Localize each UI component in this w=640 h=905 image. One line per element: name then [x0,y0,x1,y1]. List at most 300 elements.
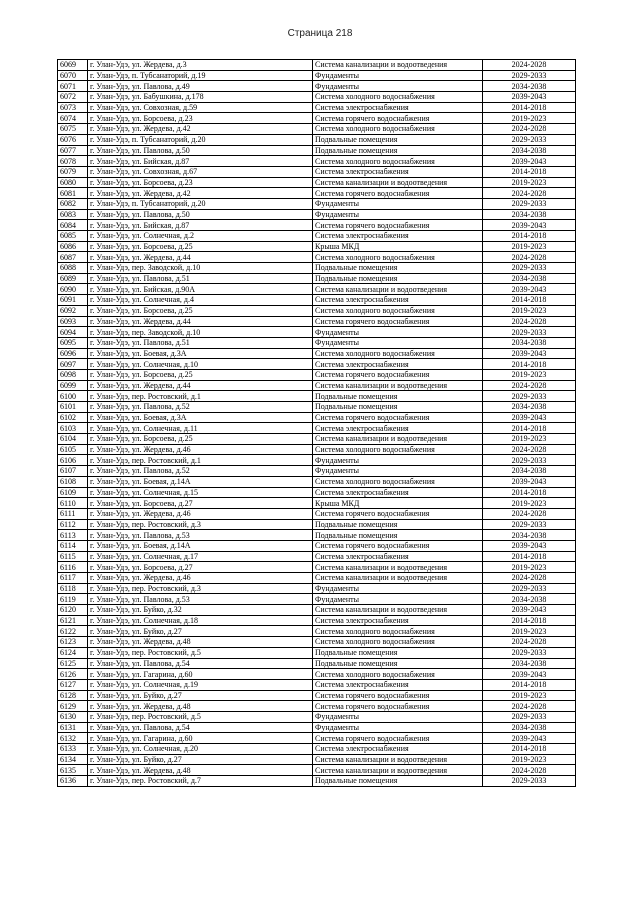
address-cell: г. Улан-Удэ, п. Тубсанаторий, д.20 [88,134,313,145]
table-row [58,530,576,541]
system-cell: Фундаменты [313,70,483,81]
address-cell: г. Улан-Удэ, ул. Боевая, д.3А [88,412,313,423]
system-cell: Фундаменты [313,455,483,466]
row-number-cell: 6078 [58,156,88,167]
table-row [58,573,576,584]
system-cell: Система электроснабжения [313,744,483,755]
row-number-cell: 6070 [58,70,88,81]
row-number-cell: 6129 [58,701,88,712]
address-cell: г. Улан-Удэ, ул. Борсоева, д.23 [88,177,313,188]
table-row [58,70,576,81]
row-number-cell: 6081 [58,188,88,199]
address-cell: г. Улан-Удэ, пер. Ростовский, д.3 [88,519,313,530]
address-cell: г. Улан-Удэ, ул. Борсоева, д.25 [88,241,313,252]
table-row [58,145,576,156]
table-row [58,380,576,391]
row-number-cell: 6069 [58,60,88,71]
system-cell: Система холодного водоснабжения [313,124,483,135]
period-cell: 2019-2023 [483,241,576,252]
system-cell: Система холодного водоснабжения [313,156,483,167]
table-row [58,744,576,755]
row-number-cell: 6103 [58,423,88,434]
table-row [58,391,576,402]
row-number-cell: 6105 [58,444,88,455]
period-cell: 2024-2028 [483,380,576,391]
system-cell: Подвальные помещения [313,647,483,658]
address-cell: г. Улан-Удэ, ул. Буйко, д.27 [88,690,313,701]
row-number-cell: 6089 [58,273,88,284]
system-cell: Фундаменты [313,711,483,722]
row-number-cell: 6122 [58,626,88,637]
table-row [58,156,576,167]
period-cell: 2034-2038 [483,658,576,669]
address-cell: г. Улан-Удэ, ул. Павлова, д.50 [88,209,313,220]
system-cell: Система холодного водоснабжения [313,252,483,263]
system-cell: Система электроснабжения [313,359,483,370]
system-cell: Система холодного водоснабжения [313,626,483,637]
period-cell: 2039-2043 [483,733,576,744]
table-row [58,711,576,722]
period-cell: 2019-2023 [483,369,576,380]
table-row [58,679,576,690]
system-cell: Подвальные помещения [313,273,483,284]
row-number-cell: 6120 [58,605,88,616]
table-row [58,209,576,220]
address-cell: г. Улан-Удэ, ул. Буйко, д.32 [88,605,313,616]
period-cell: 2039-2043 [483,540,576,551]
table-row [58,476,576,487]
system-cell: Система канализации и водоотведения [313,765,483,776]
row-number-cell: 6114 [58,540,88,551]
row-number-cell: 6072 [58,92,88,103]
row-number-cell: 6118 [58,583,88,594]
row-number-cell: 6104 [58,434,88,445]
system-cell: Система горячего водоснабжения [313,540,483,551]
address-cell: г. Улан-Удэ, пер. Ростовский, д.1 [88,455,313,466]
table-row [58,337,576,348]
row-number-cell: 6134 [58,754,88,765]
table-row [58,124,576,135]
period-cell: 2024-2028 [483,252,576,263]
period-cell: 2039-2043 [483,284,576,295]
table-row [58,754,576,765]
period-cell: 2034-2038 [483,722,576,733]
table-row [58,487,576,498]
address-cell: г. Улан-Удэ, ул. Жердева, д.44 [88,252,313,263]
address-cell: г. Улан-Удэ, ул. Павлова, д.53 [88,530,313,541]
period-cell: 2039-2043 [483,348,576,359]
table-row [58,765,576,776]
table-row [58,359,576,370]
system-cell: Фундаменты [313,594,483,605]
system-cell: Система электроснабжения [313,423,483,434]
address-cell: г. Улан-Удэ, ул. Павлова, д.49 [88,81,313,92]
address-cell: г. Улан-Удэ, ул. Гагарина, д.60 [88,733,313,744]
row-number-cell: 6131 [58,722,88,733]
row-number-cell: 6121 [58,615,88,626]
system-cell: Система канализации и водоотведения [313,605,483,616]
table-row [58,252,576,263]
page-number-header: Страница 218 [287,28,353,39]
row-number-cell: 6083 [58,209,88,220]
period-cell: 2014-2018 [483,551,576,562]
system-cell: Крыша МКД [313,241,483,252]
period-cell: 2034-2038 [483,337,576,348]
system-cell: Система электроснабжения [313,295,483,306]
table-row [58,231,576,242]
period-cell: 2019-2023 [483,177,576,188]
system-cell: Система канализации и водоотведения [313,562,483,573]
system-cell: Система горячего водоснабжения [313,508,483,519]
table-row [58,295,576,306]
row-number-cell: 6111 [58,508,88,519]
row-number-cell: 6136 [58,776,88,787]
period-cell: 2024-2028 [483,573,576,584]
row-number-cell: 6094 [58,327,88,338]
table-row [58,551,576,562]
system-cell: Система горячего водоснабжения [313,113,483,124]
row-number-cell: 6115 [58,551,88,562]
row-number-cell: 6133 [58,744,88,755]
address-cell: г. Улан-Удэ, пер. Ростовский, д.1 [88,391,313,402]
system-cell: Система горячего водоснабжения [313,220,483,231]
system-cell: Система горячего водоснабжения [313,701,483,712]
table-row [58,412,576,423]
address-cell: г. Улан-Удэ, пер. Ростовский, д.5 [88,711,313,722]
period-cell: 2039-2043 [483,220,576,231]
period-cell: 2034-2038 [483,81,576,92]
system-cell: Система горячего водоснабжения [313,690,483,701]
table-row [58,701,576,712]
row-number-cell: 6077 [58,145,88,156]
row-number-cell: 6112 [58,519,88,530]
row-number-cell: 6092 [58,305,88,316]
table-row [58,273,576,284]
address-cell: г. Улан-Удэ, ул. Борсоева, д.27 [88,562,313,573]
address-cell: г. Улан-Удэ, ул. Бийская, д.87 [88,220,313,231]
period-cell: 2029-2033 [483,519,576,530]
table-row [58,455,576,466]
address-cell: г. Улан-Удэ, ул. Жердева, д.48 [88,637,313,648]
system-cell: Система холодного водоснабжения [313,476,483,487]
row-number-cell: 6075 [58,124,88,135]
system-cell: Система горячего водоснабжения [313,188,483,199]
address-cell: г. Улан-Удэ, ул. Павлова, д.52 [88,402,313,413]
row-number-cell: 6071 [58,81,88,92]
row-number-cell: 6128 [58,690,88,701]
row-number-cell: 6086 [58,241,88,252]
system-cell: Система холодного водоснабжения [313,92,483,103]
period-cell: 2019-2023 [483,626,576,637]
row-number-cell: 6074 [58,113,88,124]
table-row [58,177,576,188]
table-row [58,669,576,680]
table-row [58,466,576,477]
address-cell: г. Улан-Удэ, ул. Борсоева, д.25 [88,369,313,380]
row-number-cell: 6124 [58,647,88,658]
period-cell: 2034-2038 [483,466,576,477]
system-cell: Система горячего водоснабжения [313,733,483,744]
period-cell: 2019-2023 [483,113,576,124]
row-number-cell: 6093 [58,316,88,327]
system-cell: Система канализации и водоотведения [313,434,483,445]
table-row [58,434,576,445]
table-row [58,198,576,209]
period-cell: 2029-2033 [483,711,576,722]
address-cell: г. Улан-Удэ, ул. Жердева, д.3 [88,60,313,71]
address-cell: г. Улан-Удэ, ул. Жердева, д.42 [88,188,313,199]
address-cell: г. Улан-Удэ, ул. Жердева, д.46 [88,508,313,519]
row-number-cell: 6098 [58,369,88,380]
address-cell: г. Улан-Удэ, п. Тубсанаторий, д.19 [88,70,313,81]
row-number-cell: 6127 [58,679,88,690]
address-cell: г. Улан-Удэ, ул. Буйко, д.27 [88,754,313,765]
address-cell: г. Улан-Удэ, пер. Заводской, д.10 [88,327,313,338]
system-cell: Подвальные помещения [313,263,483,274]
address-cell: г. Улан-Удэ, ул. Жердева, д.44 [88,380,313,391]
row-number-cell: 6082 [58,198,88,209]
address-cell: г. Улан-Удэ, ул. Солнечная, д.4 [88,295,313,306]
row-number-cell: 6076 [58,134,88,145]
system-cell: Подвальные помещения [313,391,483,402]
table-row [58,113,576,124]
system-cell: Система холодного водоснабжения [313,444,483,455]
system-cell: Система электроснабжения [313,166,483,177]
system-cell: Подвальные помещения [313,402,483,413]
table-row [58,658,576,669]
row-number-cell: 6087 [58,252,88,263]
address-cell: г. Улан-Удэ, ул. Боевая, д.14А [88,476,313,487]
table-row [58,305,576,316]
row-number-cell: 6126 [58,669,88,680]
period-cell: 2019-2023 [483,434,576,445]
address-cell: г. Улан-Удэ, ул. Павлова, д.52 [88,466,313,477]
period-cell: 2014-2018 [483,423,576,434]
address-cell: г. Улан-Удэ, ул. Гагарина, д.60 [88,669,313,680]
table-row [58,369,576,380]
system-cell: Подвальные помещения [313,776,483,787]
address-cell: г. Улан-Удэ, ул. Совхозная, д.59 [88,102,313,113]
address-cell: г. Улан-Удэ, ул. Павлова, д.51 [88,273,313,284]
address-cell: г. Улан-Удэ, ул. Борсоева, д.25 [88,434,313,445]
period-cell: 2039-2043 [483,92,576,103]
system-cell: Подвальные помещения [313,145,483,156]
system-cell: Фундаменты [313,337,483,348]
address-cell: г. Улан-Удэ, ул. Бийская, д.87 [88,156,313,167]
address-cell: г. Улан-Удэ, ул. Павлова, д.51 [88,337,313,348]
system-cell: Система канализации и водоотведения [313,754,483,765]
period-cell: 2034-2038 [483,145,576,156]
period-cell: 2024-2028 [483,444,576,455]
period-cell: 2024-2028 [483,701,576,712]
row-number-cell: 6080 [58,177,88,188]
period-cell: 2024-2028 [483,637,576,648]
period-cell: 2034-2038 [483,273,576,284]
table-row [58,540,576,551]
system-cell: Фундаменты [313,81,483,92]
address-cell: г. Улан-Удэ, ул. Борсоева, д.27 [88,498,313,509]
row-number-cell: 6100 [58,391,88,402]
table-row [58,316,576,327]
period-cell: 2014-2018 [483,102,576,113]
table-row [58,134,576,145]
system-cell: Система электроснабжения [313,615,483,626]
system-cell: Система канализации и водоотведения [313,380,483,391]
system-cell: Система горячего водоснабжения [313,412,483,423]
row-number-cell: 6085 [58,231,88,242]
row-number-cell: 6123 [58,637,88,648]
address-cell: г. Улан-Удэ, ул. Совхозная, д.67 [88,166,313,177]
address-cell: г. Улан-Удэ, ул. Жердева, д.44 [88,316,313,327]
period-cell: 2024-2028 [483,316,576,327]
period-cell: 2019-2023 [483,305,576,316]
system-cell: Подвальные помещения [313,519,483,530]
system-cell: Фундаменты [313,209,483,220]
address-cell: г. Улан-Удэ, ул. Жердева, д.46 [88,573,313,584]
period-cell: 2034-2038 [483,209,576,220]
table-row [58,562,576,573]
period-cell: 2029-2033 [483,776,576,787]
period-cell: 2029-2033 [483,391,576,402]
table-row [58,776,576,787]
system-cell: Фундаменты [313,327,483,338]
period-cell: 2029-2033 [483,198,576,209]
system-cell: Система электроснабжения [313,551,483,562]
table-row [58,81,576,92]
system-cell: Фундаменты [313,722,483,733]
system-cell: Система электроснабжения [313,487,483,498]
row-number-cell: 6096 [58,348,88,359]
table-row [58,444,576,455]
row-number-cell: 6117 [58,573,88,584]
period-cell: 2014-2018 [483,231,576,242]
registry-table [57,59,576,787]
row-number-cell: 6091 [58,295,88,306]
address-cell: г. Улан-Удэ, ул. Боевая, д.14А [88,540,313,551]
row-number-cell: 6073 [58,102,88,113]
address-cell: г. Улан-Удэ, ул. Борсоева, д.23 [88,113,313,124]
period-cell: 2029-2033 [483,327,576,338]
period-cell: 2029-2033 [483,134,576,145]
table-row [58,583,576,594]
address-cell: г. Улан-Удэ, ул. Солнечная, д.11 [88,423,313,434]
system-cell: Система холодного водоснабжения [313,348,483,359]
period-cell: 2014-2018 [483,679,576,690]
table-row [58,188,576,199]
address-cell: г. Улан-Удэ, пер. Ростовский, д.7 [88,776,313,787]
period-cell: 2024-2028 [483,765,576,776]
address-cell: г. Улан-Удэ, ул. Бабушкина, д.178 [88,92,313,103]
period-cell: 2019-2023 [483,754,576,765]
system-cell: Система электроснабжения [313,231,483,242]
period-cell: 2034-2038 [483,594,576,605]
address-cell: г. Улан-Удэ, ул. Солнечная, д.18 [88,615,313,626]
period-cell: 2034-2038 [483,530,576,541]
address-cell: г. Улан-Удэ, ул. Павлова, д.53 [88,594,313,605]
row-number-cell: 6090 [58,284,88,295]
address-cell: г. Улан-Удэ, пер. Ростовский, д.3 [88,583,313,594]
table-row [58,60,576,71]
address-cell: г. Улан-Удэ, ул. Жердева, д.48 [88,765,313,776]
row-number-cell: 6088 [58,263,88,274]
table-row [58,220,576,231]
table-row [58,508,576,519]
table-row [58,733,576,744]
table-row [58,647,576,658]
table-row [58,637,576,648]
row-number-cell: 6132 [58,733,88,744]
table-row [58,519,576,530]
system-cell: Система канализации и водоотведения [313,60,483,71]
system-cell: Подвальные помещения [313,530,483,541]
address-cell: г. Улан-Удэ, пер. Ростовский, д.5 [88,647,313,658]
address-cell: г. Улан-Удэ, ул. Павлова, д.50 [88,145,313,156]
row-number-cell: 6101 [58,402,88,413]
address-cell: г. Улан-Удэ, пер. Заводской, д.10 [88,263,313,274]
period-cell: 2039-2043 [483,412,576,423]
system-cell: Подвальные помещения [313,658,483,669]
address-cell: г. Улан-Удэ, ул. Солнечная, д.15 [88,487,313,498]
period-cell: 2014-2018 [483,295,576,306]
system-cell: Система канализации и водоотведения [313,284,483,295]
period-cell: 2034-2038 [483,402,576,413]
period-cell: 2024-2028 [483,60,576,71]
address-cell: г. Улан-Удэ, ул. Солнечная, д.2 [88,231,313,242]
table-row [58,284,576,295]
registry-table-body [58,60,576,787]
table-row [58,263,576,274]
period-cell: 2019-2023 [483,498,576,509]
table-row [58,615,576,626]
period-cell: 2024-2028 [483,188,576,199]
row-number-cell: 6116 [58,562,88,573]
table-row [58,594,576,605]
row-number-cell: 6110 [58,498,88,509]
table-row [58,722,576,733]
row-number-cell: 6130 [58,711,88,722]
system-cell: Система горячего водоснабжения [313,316,483,327]
address-cell: г. Улан-Удэ, ул. Павлова, д.54 [88,658,313,669]
period-cell: 2029-2033 [483,583,576,594]
address-cell: г. Улан-Удэ, ул. Буйко, д.27 [88,626,313,637]
row-number-cell: 6125 [58,658,88,669]
address-cell: г. Улан-Удэ, ул. Борсоева, д.25 [88,305,313,316]
system-cell: Система электроснабжения [313,102,483,113]
system-cell: Подвальные помещения [313,134,483,145]
row-number-cell: 6097 [58,359,88,370]
row-number-cell: 6095 [58,337,88,348]
row-number-cell: 6113 [58,530,88,541]
table-row [58,690,576,701]
system-cell: Фундаменты [313,198,483,209]
system-cell: Система холодного водоснабжения [313,305,483,316]
table-row [58,605,576,616]
period-cell: 2014-2018 [483,615,576,626]
table-row [58,166,576,177]
period-cell: 2014-2018 [483,744,576,755]
period-cell: 2029-2033 [483,455,576,466]
period-cell: 2014-2018 [483,359,576,370]
address-cell: г. Улан-Удэ, ул. Жердева, д.42 [88,124,313,135]
system-cell: Система горячего водоснабжения [313,369,483,380]
table-row [58,423,576,434]
table-row [58,498,576,509]
period-cell: 2039-2043 [483,156,576,167]
table-row [58,626,576,637]
row-number-cell: 6135 [58,765,88,776]
row-number-cell: 6099 [58,380,88,391]
period-cell: 2019-2023 [483,690,576,701]
